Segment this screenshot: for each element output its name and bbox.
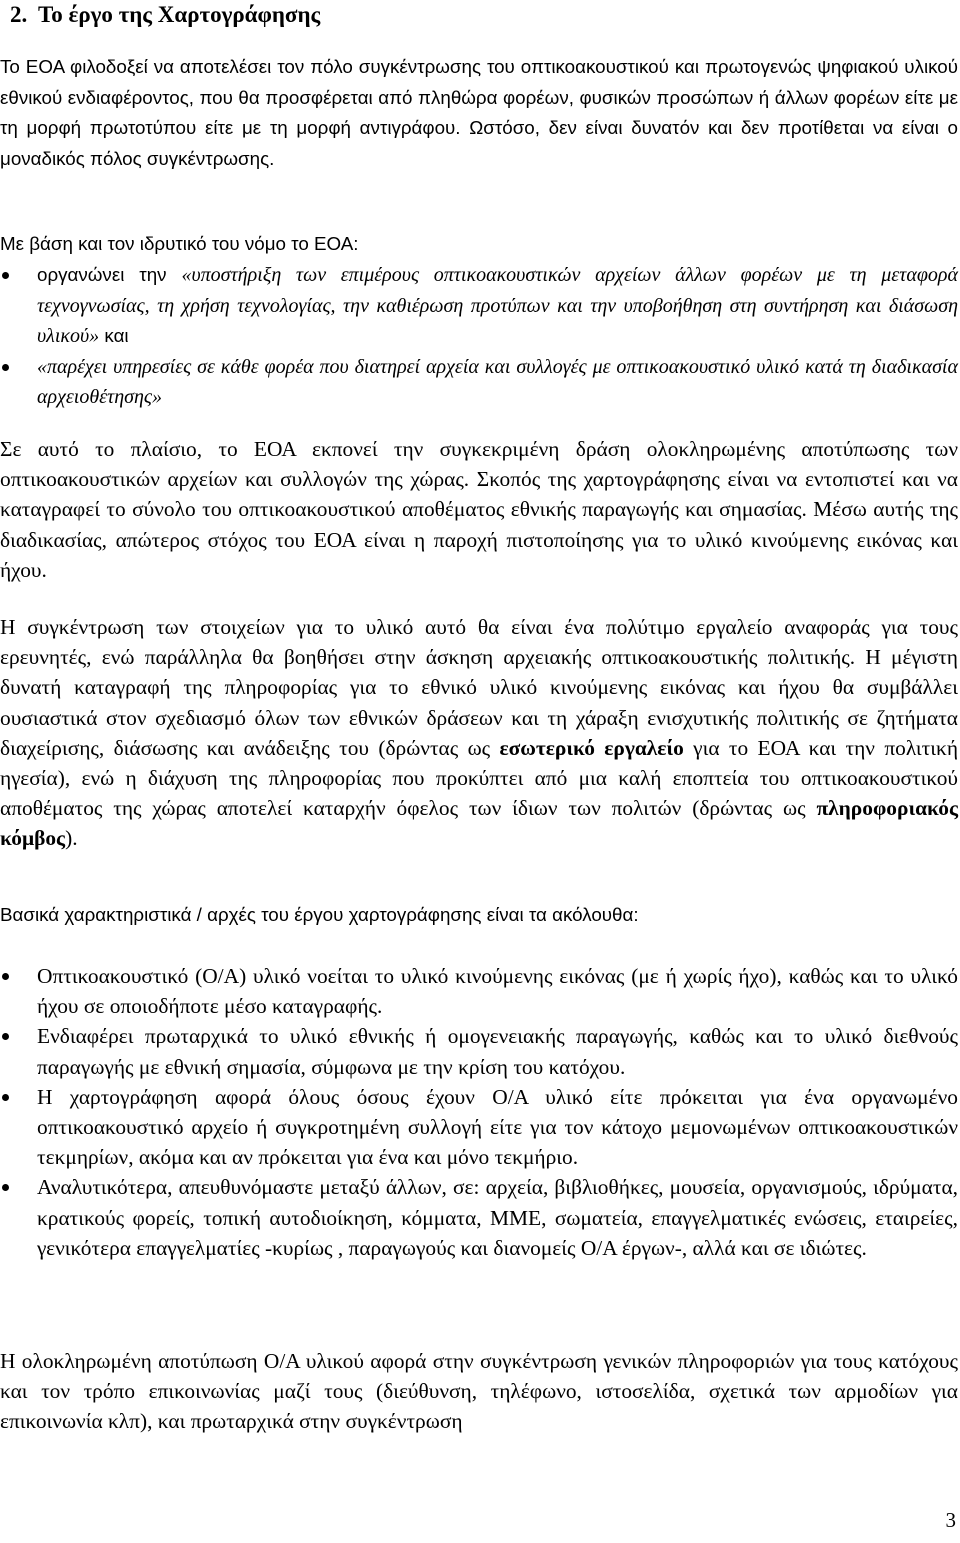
law-bullet-quote: «υποστήριξη των επιμέρους οπτικοακουστικών αρχείων άλλων φορέων με τη μεταφορά τεχνογνωσίας, τη χρήση τεχνολογίας, την καθιέρωση προτύπων και την υποβοήθηση στη συντήρηση και διάσωση υλικού»	[37, 264, 958, 348]
bullet-icon	[2, 1184, 9, 1191]
final-paragraph: Η ολοκληρωμένη αποτύπωση Ο/Α υλικού αφορά στην συγκέντρωση γενικών πληροφοριών για τους κατόχους και τον τρόπο επικοινωνίας μαζί τους (διεύθυνση, τηλέφωνο, ιστοσελίδα, σχετικά των αρμοδίων για επικοινωνία κλπ), και πρωταρχικά στην συγκέντρωση	[0, 1349, 958, 1434]
section-heading	[10, 2, 320, 28]
value-paragraph	[0, 612, 958, 854]
value-text-1: Η συγκέντρωση των στοιχείων για το υλικό αυτό θα είναι ένα πολύτιμο εργαλείο αναφοράς για τους ερευνητές, ενώ παράλληλα θα βοηθήσει στην άσκηση αρχειακής οπτικοακουστικής πολιτικής. Η μέγιστη δυνατή καταγραφή της πληροφορίας για το εθνικό υλικό κινούμενης εικόνας και ήχου θα συμβάλλει ουσιαστικά στον σχεδιασμό όλων των εθνικών δράσεων και τη χάραξη ενισχυτικής πολιτικής σε ζητήματα διαχείρισης, διάσωσης και ανάδειξης του (δρώντας ως	[0, 615, 958, 760]
section-number: 2.	[10, 2, 28, 27]
bullet-icon	[2, 272, 9, 279]
feature-text: Οπτικοακουστικό (Ο/Α) υλικό νοείται το υλικό κινούμενης εικόνας (με ή χωρίς ήχο), καθώς και το υλικό ήχου σε οποιοδήποτε μέσο καταγραφής.	[37, 964, 958, 1019]
bullet-icon	[2, 1094, 9, 1101]
feature-item	[0, 1021, 958, 1081]
value-bold-2: πληροφοριακός κόμβος	[0, 796, 958, 851]
value-bold-1: εσωτερικό εργαλείο	[499, 735, 684, 760]
intro-paragraph: Το ΕΟΑ φιλοδοξεί να αποτελέσει τον πόλο συγκέντρωσης του οπτικοακουστικού και πρωτογενώς ψηφιακού υλικού εθνικού ενδιαφέροντος, που θα προσφέρεται από πληθώρα φορέων, φυσικών προσώπων ή άλλων φορέων είτε με τη μορφή πρωτοτύπου είτε με τη μορφή αντιγράφου. Ωστόσο, δεν είναι δυνατόν και δεν προτίθεται να είναι ο μοναδικός πόλος συγκέντρωσης.	[0, 56, 958, 169]
feature-text: Ενδιαφέρει πρωταρχικά το υλικό εθνικής ή ομογενειακής παραγωγής, καθώς και το υλικό διεθνούς παραγωγής με εθνική σημασία, σύμφωνα με την κρίση του κατόχου.	[37, 1024, 958, 1079]
section-title: Το έργο της Χαρτογράφησης	[38, 2, 321, 27]
law-intro: Με βάση και τον ιδρυτικό του νόμο το ΕΟΑ:	[0, 233, 359, 254]
feature-item	[0, 961, 958, 1021]
feature-text: Η χαρτογράφηση αφορά όλους όσους έχουν Ο/Α υλικό είτε πρόκειται για ένα οργανωμένο οπτικοακουστικό αρχείο ή συγκροτημένη συλλογή είτε για τον κάτοχο μεμονωμένων οπτικοακουστικών τεκμηρίων, ακόμα και αν πρόκειται για ένα και μόνο τεκμήριο.	[37, 1084, 958, 1170]
feature-item	[0, 1082, 958, 1173]
law-bullet-item	[0, 352, 958, 413]
page-number: 3	[945, 1508, 956, 1532]
law-bullet-suffix: και	[99, 325, 129, 347]
feature-text: Αναλυτικότερα, απευθυνόμαστε μεταξύ άλλων, σε: αρχεία, βιβλιοθήκες, μουσεία, οργανισμούς, ιδρύματα, κρατικούς φορείς, τοπική αυτοδιοίκηση, κόμματα, ΜΜΕ, σωματεία, επαγγελματικές ενώσεις, εταιρείες, γενικότερα επαγγελματίες -κυρίως , παραγωγούς και διανομείς Ο/Α έργων-, αλλά και σε ιδιώτες.	[37, 1175, 958, 1260]
features-list	[0, 961, 958, 1263]
feature-item	[0, 1172, 958, 1263]
value-text-2: για το ΕΟΑ και την πολιτική ηγεσία), ενώ η διάχυση της πληροφορίας που προκύπτει από μια καλή εποπτεία του οπτικοακουστικού αποθέματος της χώρας αποτελεί καταρχήν όφελος των ίδιων των πολιτών (δρώντας ως	[0, 735, 958, 821]
features-intro: Βασικά χαρακτηριστικά / αρχές του έργου χαρτογράφησης είναι τα ακόλουθα:	[0, 904, 639, 925]
bullet-icon	[2, 1033, 9, 1040]
law-bullet-quote: «παρέχει υπηρεσίες σε κάθε φορέα που διατηρεί αρχεία και συλλογές με οπτικοακουστικό υλικό κατά τη διαδικασία αρχειοθέτησης»	[37, 355, 958, 409]
context-paragraph: Σε αυτό το πλαίσιο, το ΕΟΑ εκπονεί την συγκεκριμένη δράση ολοκληρωμένης αποτύπωσης των οπτικοακουστικών αρχείων και συλλογών της χώρας. Σκοπός της χαρτογράφησης είναι να εντοπιστεί και να καταγραφεί το σύνολο του οπτικοακουστικού αποθέματος εθνικής παραγωγής και σημασίας. Μέσω αυτής της διαδικασίας, απώτερος στόχος του ΕΟΑ είναι η παροχή πιστοποίησης για το υλικό κινούμενης εικόνας και ήχου.	[0, 437, 958, 582]
law-bullet-prefix: οργανώνει την	[37, 264, 182, 285]
bullet-icon	[2, 973, 9, 980]
law-bullet-list	[0, 260, 958, 413]
law-bullet-item	[0, 260, 958, 352]
value-text-3: ).	[65, 826, 78, 851]
bullet-icon	[2, 364, 9, 371]
